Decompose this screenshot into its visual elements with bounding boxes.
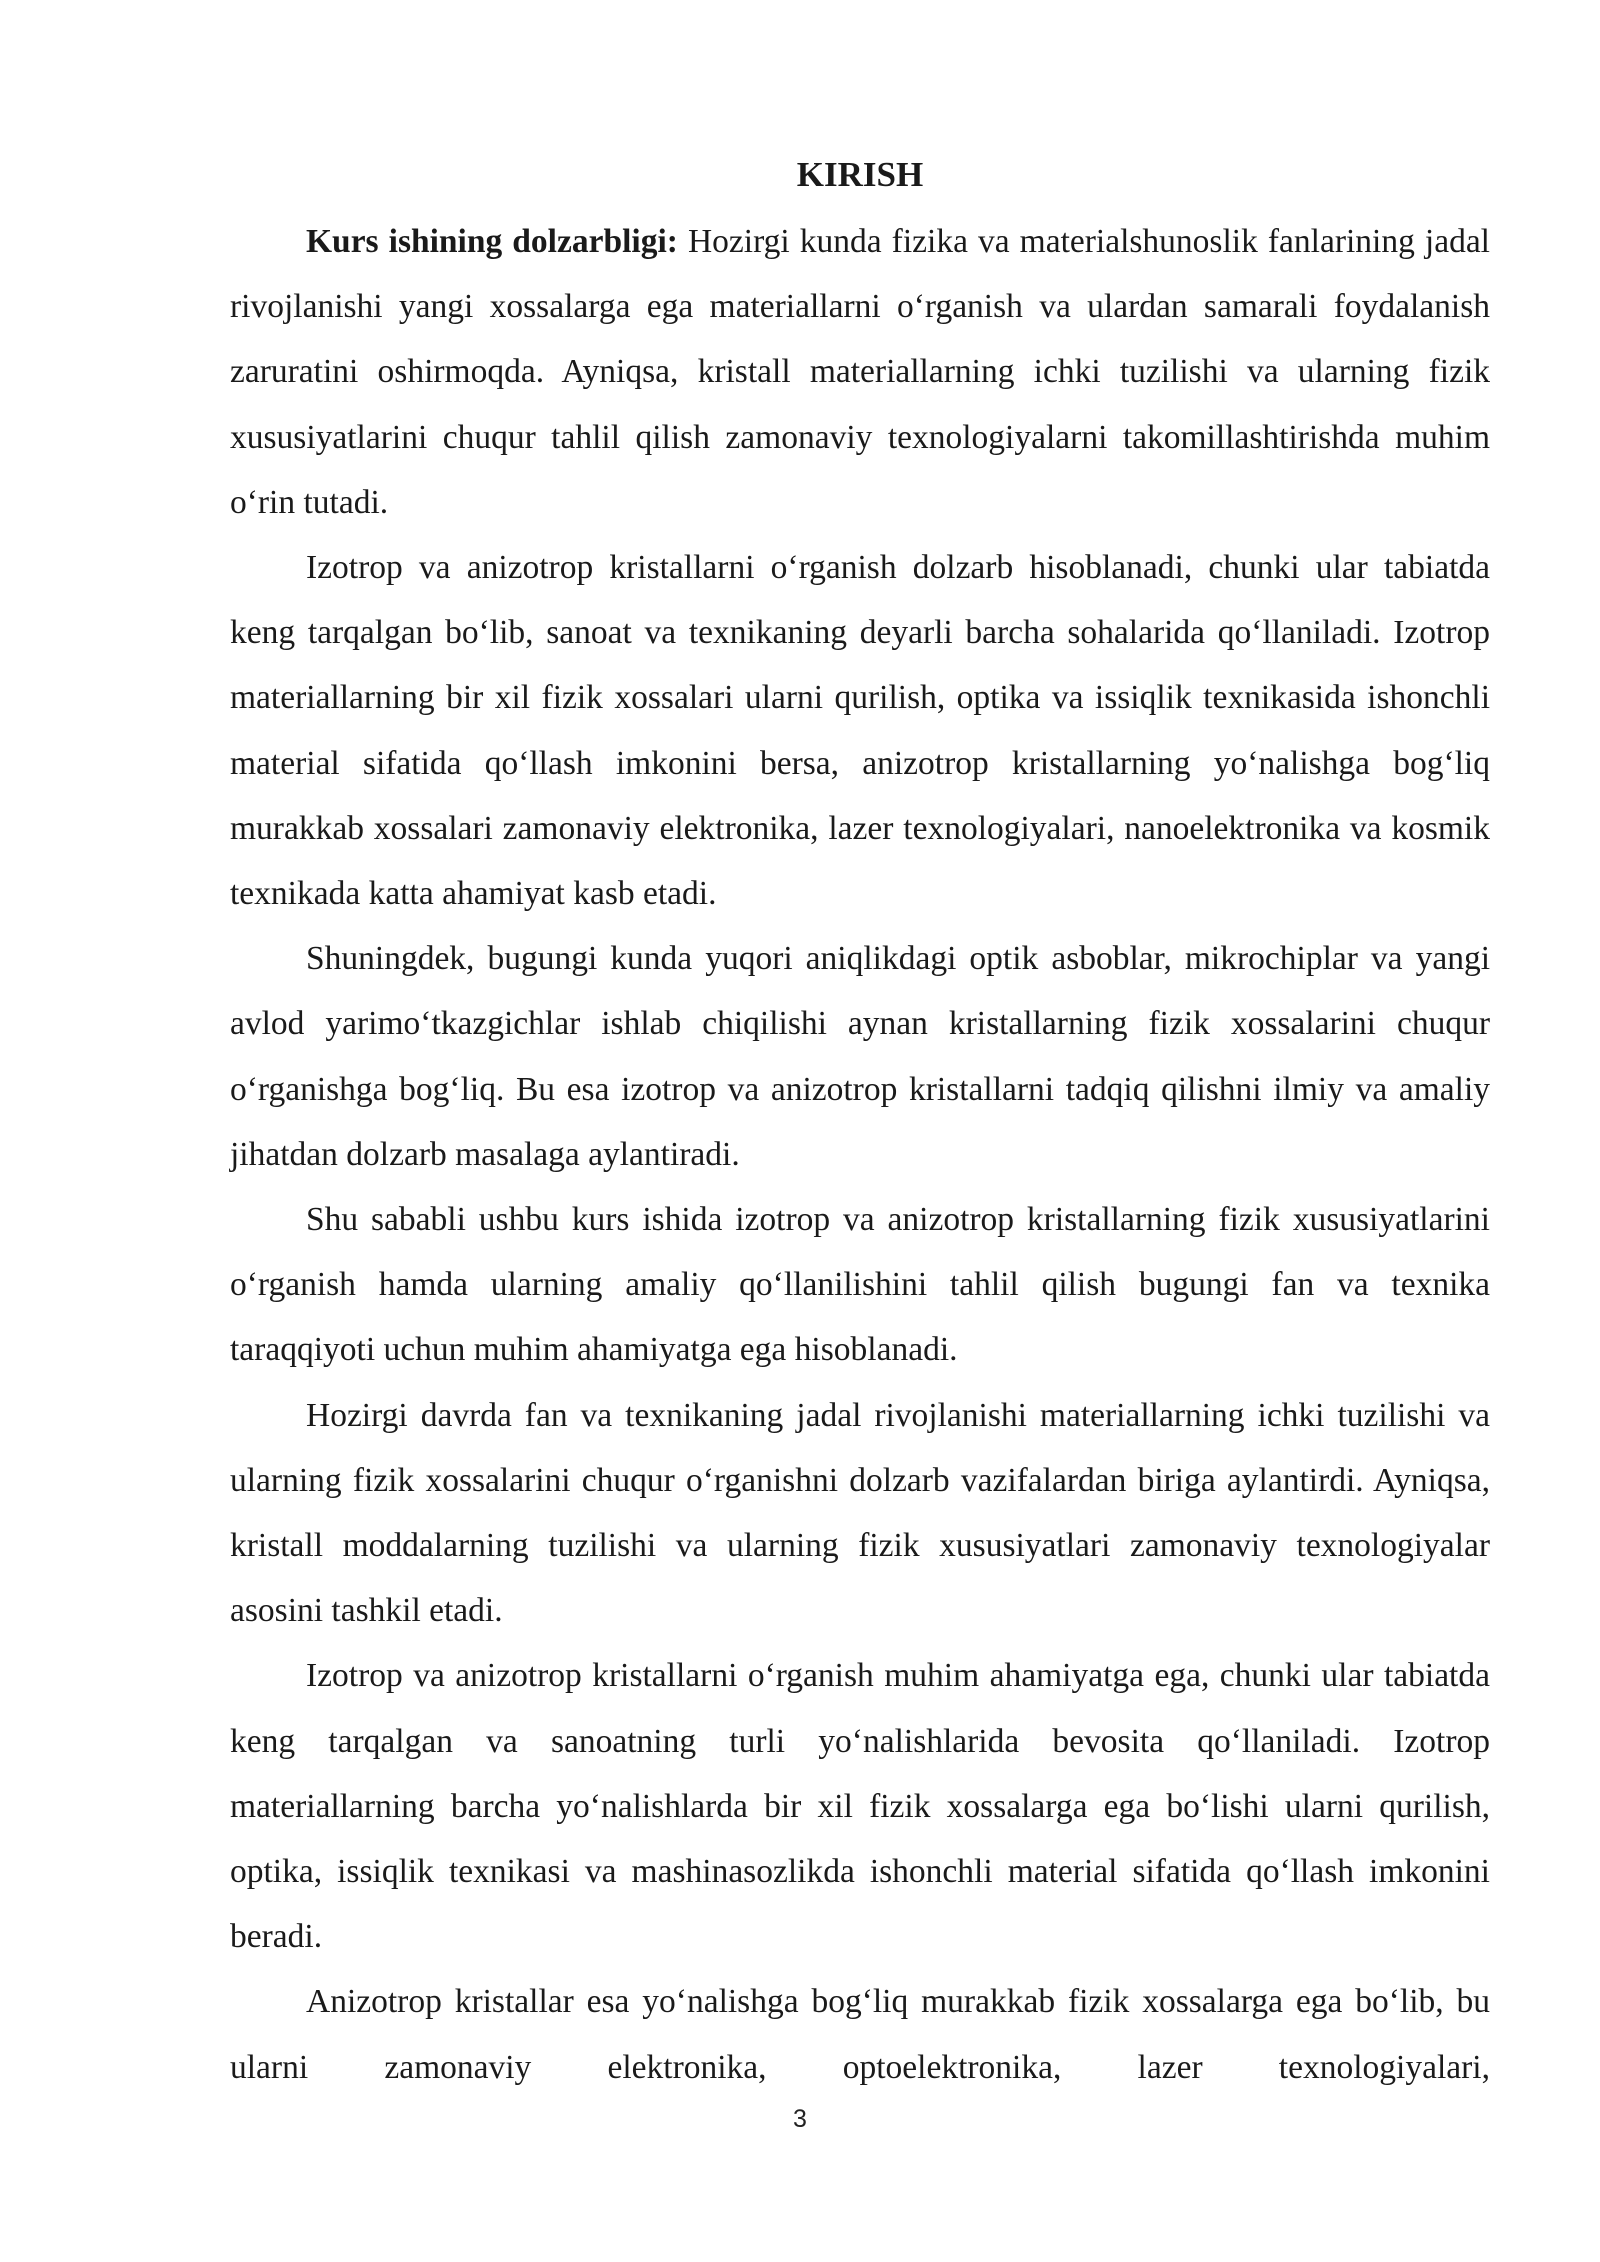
paragraph-relevance [230, 209, 1490, 535]
body-text [230, 209, 1490, 2100]
paragraph-text: Hozirgi kunda fizika va materialshunoslik fanlarining jadal rivojlanishi yangi xossalarga ega materiallarni o‘rganish va ulardan samarali foydalanish zaruratini oshirmoqda. Ayniqsa, kristall materiallarning ichki tuzilishi va ularning fizik xususiyatlarini chuqur tahlil qilish zamonaviy texnologiyalarni takomillashtirishda muhim o‘rin tutadi. [230, 223, 1490, 521]
section-heading: KIRISH [796, 155, 924, 194]
paragraph-continued: Anizotrop kristallar esa yo‘nalishga bog‘liq murakkab fizik xossalarga ega bo‘lib, bu ularni zamonaviy elektronika, optoelektronika, lazer texnologiyalari, [230, 1983, 1490, 2086]
paragraph: Hozirgi davrda fan va texnikaning jadal rivojlanishi materiallarning ichki tuzilishi va ularning fizik xossalarini chuqur o‘rganishni dolzarb vazifalardan biriga aylantirdi. Ayniqsa, kristall moddalarning tuzilishi va ularning fizik xususiyatlari zamonaviy texnologiyalar asosini tashkil etadi. [230, 1396, 1490, 1630]
paragraph: Shuningdek, bugungi kunda yuqori aniqlikdagi optik asboblar, mikrochiplar va yangi avlod yarimo‘tkazgichlar ishlab chiqilishi aynan kristallarning fizik xossalarini chuqur o‘rganishga bog‘liq. Bu esa izotrop va anizotrop kristallarni tadqiq qilishni ilmiy va amaliy jihatdan dolzarb masalaga aylantiradi. [230, 940, 1490, 1173]
page-number: 3 [793, 2105, 807, 2133]
paragraph: Shu sababli ushbu kurs ishida izotrop va anizotrop kristallarning fizik xususiyatlarini o‘rganish hamda ularning amaliy qo‘llanilishini tahlil qilish bugungi fan va texnika taraqqiyoti uchun muhim ahamiyatga ega hisoblanadi. [230, 1201, 1490, 1369]
paragraph: Izotrop va anizotrop kristallarni o‘rganish muhim ahamiyatga ega, chunki ular tabiatda keng tarqalgan va sanoatning turli yo‘nalishlarida bevosita qo‘llaniladi. Izotrop materiallarning barcha yo‘nalishlarda bir xil fizik xossalarga ega bo‘lishi ularni qurilish, optika, issiqlik texnikasi va mashinasozlikda ishonchli material sifatida qo‘llash imkonini beradi. [230, 1657, 1490, 1956]
paragraph: Izotrop va anizotrop kristallarni o‘rganish dolzarb hisoblanadi, chunki ular tabiatda keng tarqalgan bo‘lib, sanoat va texnikaning deyarli barcha sohalarida qo‘llaniladi. Izotrop materiallarning bir xil fizik xossalari ularni qurilish, optika va issiqlik texnikasida ishonchli material sifatida qo‘llash imkonini bersa, anizotrop kristallarning yo‘nalishga bog‘liq murakkab xossalari zamonaviy elektronika, lazer texnologiyalari, nanoelektronika va kosmik texnikada katta ahamiyat kasb etadi. [230, 549, 1490, 913]
paragraph-lead: Kurs ishining dolzarbligi: [306, 223, 678, 260]
